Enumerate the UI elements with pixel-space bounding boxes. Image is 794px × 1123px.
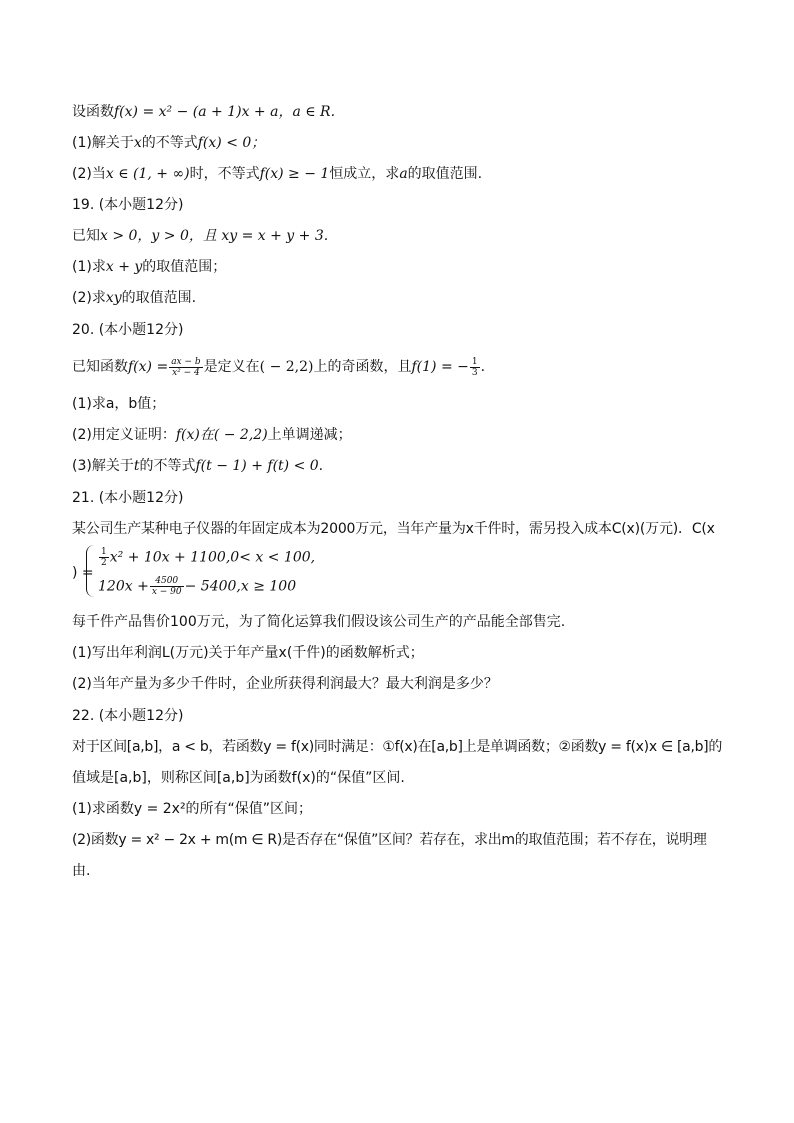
q20-p3-var: t (133, 458, 140, 474)
q18-p1-mid: 的不等式 (141, 135, 198, 151)
q19-header: 19. (本小题12分) (72, 197, 184, 213)
q21-piece-open: ) = (72, 565, 94, 581)
q20-p2-prefix: (2)用定义证明： (72, 427, 176, 443)
q20-p2-suffix: 上单调递减； (267, 427, 352, 443)
q20-fraction (169, 357, 202, 378)
q21-piece2-fraction (150, 576, 184, 597)
q22-line1: 对于区间[a,b]，a < b，若函数y = f(x)同时满足：①f(x)在[a,b]上是单调函数；②函数y = f(x)x ∈ [a,b]的 (72, 739, 723, 755)
q20-part1: (1)求a，b值； (72, 396, 166, 412)
q21-piece2-pre: 120x + (98, 578, 149, 595)
q22-part2-cont: 由. (72, 863, 91, 879)
q21-half-fraction (99, 547, 109, 568)
q19-p2-math: xy (105, 290, 122, 306)
q20-stem-prefix: 已知函数 (72, 359, 128, 375)
q18-part1 (72, 133, 724, 153)
q19-part1 (72, 257, 724, 277)
q18-p2-mid: 时，不等式 (189, 166, 260, 182)
q19-p2-suffix: 的取值范围. (121, 290, 197, 306)
q21-half-num: 1 (101, 547, 107, 557)
q20-stem-f: f(x) = (128, 359, 169, 375)
q18-p2-mid2: 恒成立，求 (329, 166, 400, 182)
q18-p2-math2: f(x) ≥ − 1 (259, 166, 330, 182)
q20-p3-math: f(t − 1) + f(t) < 0. (195, 458, 324, 474)
q21-part1: (1)写出年利润L(万元)关于年产量x(千件)的函数解析式； (72, 645, 424, 661)
q19-stem-prefix: 已知 (72, 228, 100, 244)
q21-piece2 (98, 576, 296, 597)
q21-line2: 每千件产品售价100万元，为了简化运算我们假设该公司生产的产品能全部售完. (72, 614, 566, 630)
q20-cond-num: 1 (471, 356, 478, 367)
q20-stem-interval: ( − 2,2) (259, 359, 314, 375)
piecewise-brace (86, 545, 95, 597)
q20-frac-num: ax − b (171, 356, 201, 367)
q22-header: 22. (本小题12分) (72, 708, 184, 724)
q19-p2-prefix: (2)求 (72, 290, 106, 306)
q21-piece1-expr: x² + 10x + 1100,0< x < 100, (109, 549, 316, 566)
q20-stem: 已知函数f(x) = $\frac{ax - b}{\text{x² − 4}}$ 是定义在( − 2,2)上的奇函数，且f(1) = − $\frac{1}{3}$ . (72, 356, 486, 378)
q21-stem: 某公司生产某种电子仪器的年固定成本为2000万元，当年产量为x千件时，需另投入成本C(x)(万元)．C(x (72, 521, 715, 537)
q19-p1-math: x + y (105, 259, 143, 275)
q19-p1-suffix: 的取值范围； (142, 259, 227, 275)
q18-stem (72, 102, 724, 122)
q18-p2-prefix: (2)当 (72, 166, 106, 182)
q20-stem-mid2: 上的奇函数，且 (313, 359, 412, 375)
q19-part2 (72, 288, 724, 308)
q20-part2 (72, 425, 724, 445)
q18-p2-math1: x ∈ (1, + ∞) (105, 166, 190, 182)
q20-stem-mid: 是定义在 (203, 359, 260, 375)
q22-part2: (2)函数y = x² − 2x + m(m ∈ R)是否存在“保值”区间？若存在，求出m的取值范围；若不存在，说明理 (72, 832, 707, 848)
q21-part2: (2)当年产量为多少千件时，企业所获得利润最大？最大利润是多少？ (72, 676, 498, 692)
q19-p1-prefix: (1)求 (72, 259, 106, 275)
q20-p2-math: f(x)在( − 2,2) (175, 427, 268, 443)
q20-p3-mid: 的不等式 (139, 458, 196, 474)
q19-stem (72, 226, 724, 246)
q18-stem-text: 设函数 (72, 104, 114, 120)
q20-p3-prefix: (3)解关于 (72, 458, 134, 474)
q21-piece2-num: 4500 (150, 576, 184, 587)
q18-stem-math: f(x) = x² − (a + 1)x + a，a ∈ R. (114, 104, 336, 120)
q22-part1: (1)求函数y = 2x²的所有“保值”区间； (72, 801, 313, 817)
q21-header: 21. (本小题12分) (72, 490, 184, 506)
q18-p1-math: f(x) < 0； (197, 135, 266, 151)
q22-line2: 值域是[a,b]，则称区间[a,b]为函数f(x)的“保值”区间. (72, 770, 405, 786)
q19-stem-math: x > 0，y > 0，且 xy = x + y + 3. (100, 228, 329, 244)
q18-p1-prefix: (1)解关于 (72, 135, 134, 151)
q20-stem-cond: f(1) = − (411, 359, 469, 375)
q18-p1-var: x (133, 135, 142, 151)
q21-piece2-den: x − 90 (151, 587, 182, 597)
q18-p2-suffix: 的取值范围. (407, 166, 483, 182)
q20-frac-den: x² − 4 (172, 367, 200, 378)
q20-header: 20. (本小题12分) (72, 322, 184, 338)
q18-p2-var: a (399, 166, 408, 182)
q21-piece1 (98, 547, 315, 568)
q20-cond-den: 3 (471, 367, 478, 378)
q20-cond-fraction (470, 357, 480, 378)
q21-piece2-post: − 5400,x ≥ 100 (184, 578, 297, 595)
q18-part2 (72, 164, 724, 184)
q21-half-den: 2 (101, 558, 107, 568)
q20-part3 (72, 456, 724, 476)
